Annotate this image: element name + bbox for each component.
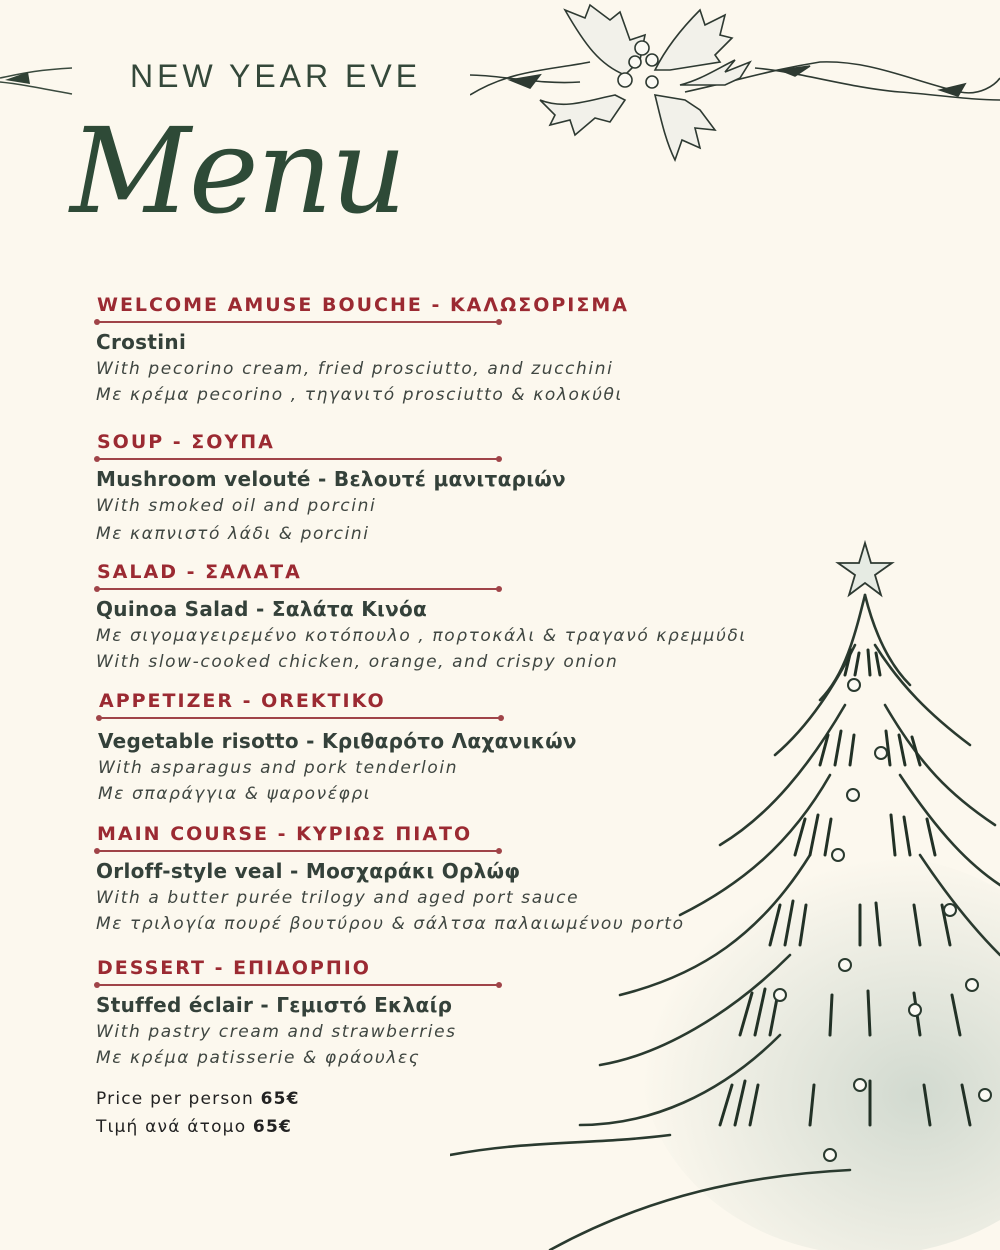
section-heading: WELCOME AMUSE BOUCHE - ΚΑΛΩΣΟΡΙΣΜΑ bbox=[97, 294, 629, 316]
section-divider bbox=[96, 588, 500, 590]
section-divider bbox=[96, 458, 500, 460]
page-title: Menu bbox=[70, 102, 405, 240]
menu-section-dessert bbox=[96, 955, 816, 1071]
menu-section-salad bbox=[96, 559, 816, 675]
dish-description: Με σπαράγγια & ψαρονέφρι bbox=[98, 784, 372, 804]
price-gr bbox=[96, 1113, 300, 1141]
price-block bbox=[96, 1085, 300, 1141]
section-heading: DESSERT - ΕΠΙΔΟΡΠΙΟ bbox=[97, 957, 371, 979]
menu-section-main-course bbox=[96, 821, 816, 937]
menu-section-welcome bbox=[96, 292, 816, 408]
price-en bbox=[96, 1085, 300, 1113]
dish-title: Quinoa Salad - Σαλάτα Κινόα bbox=[96, 597, 428, 621]
dish-description: With smoked oil and porcini bbox=[96, 496, 377, 516]
price-gr-label: Τιμή ανά άτομο bbox=[96, 1117, 247, 1137]
price-en-value: 65€ bbox=[260, 1089, 300, 1109]
dish-title: Stuffed éclair - Γεμιστό Εκλαίρ bbox=[96, 993, 453, 1017]
section-heading: APPETIZER - OREKTIKO bbox=[99, 690, 386, 712]
dish-description: Με σιγομαγειρεμένο κοτόπουλο , πορτοκάλι & τραγανό κρεμμύδι bbox=[96, 626, 747, 646]
holly-ribbon-icon bbox=[470, 0, 1000, 170]
section-divider bbox=[96, 321, 500, 323]
dish-description: Με τριλογία πουρέ βουτύρου & σάλτσα παλαιωμένου porto bbox=[96, 914, 685, 934]
price-en-label: Price per person bbox=[96, 1089, 254, 1109]
dish-description: With slow-cooked chicken, orange, and crispy onion bbox=[96, 652, 619, 672]
section-heading: SALAD - ΣΑΛΑΤΑ bbox=[97, 561, 302, 583]
dish-description: With a butter purée trilogy and aged port sauce bbox=[96, 888, 580, 908]
dish-description: Με κρέμα pecorino , τηγανιτό prosciutto & κολοκύθι bbox=[96, 385, 623, 405]
dish-description: With pastry cream and strawberries bbox=[96, 1022, 457, 1042]
dish-description: With pecorino cream, fried prosciutto, and zucchini bbox=[96, 359, 614, 379]
dish-title: Crostini bbox=[96, 330, 187, 354]
dish-title: Orloff-style veal - Μοσχαράκι Ορλώφ bbox=[96, 859, 521, 883]
event-eyebrow: NEW YEAR EVE bbox=[130, 58, 422, 94]
section-heading: SOUP - ΣΟΥΠΑ bbox=[97, 431, 275, 453]
ribbon-left-icon bbox=[0, 60, 80, 100]
dish-description: Με κρέμα patisserie & φράουλες bbox=[96, 1048, 421, 1068]
dish-description: Με καπνιστό λάδι & porcini bbox=[96, 524, 370, 544]
dish-description: With asparagus and pork tenderloin bbox=[98, 758, 459, 778]
section-divider bbox=[96, 850, 500, 852]
menu-section-soup bbox=[96, 429, 816, 547]
dish-title: Vegetable risotto - Κριθαρότο Λαχανικών bbox=[98, 729, 577, 753]
section-heading: MAIN COURSE - ΚΥΡΙΩΣ ΠΙΑΤΟ bbox=[97, 823, 473, 845]
price-gr-value: 65€ bbox=[252, 1117, 293, 1137]
menu-section-appetizer bbox=[98, 688, 818, 807]
dish-title: Mushroom velouté - Βελουτέ μανιταριών bbox=[96, 467, 566, 491]
section-divider bbox=[96, 984, 500, 986]
section-divider bbox=[98, 717, 502, 719]
